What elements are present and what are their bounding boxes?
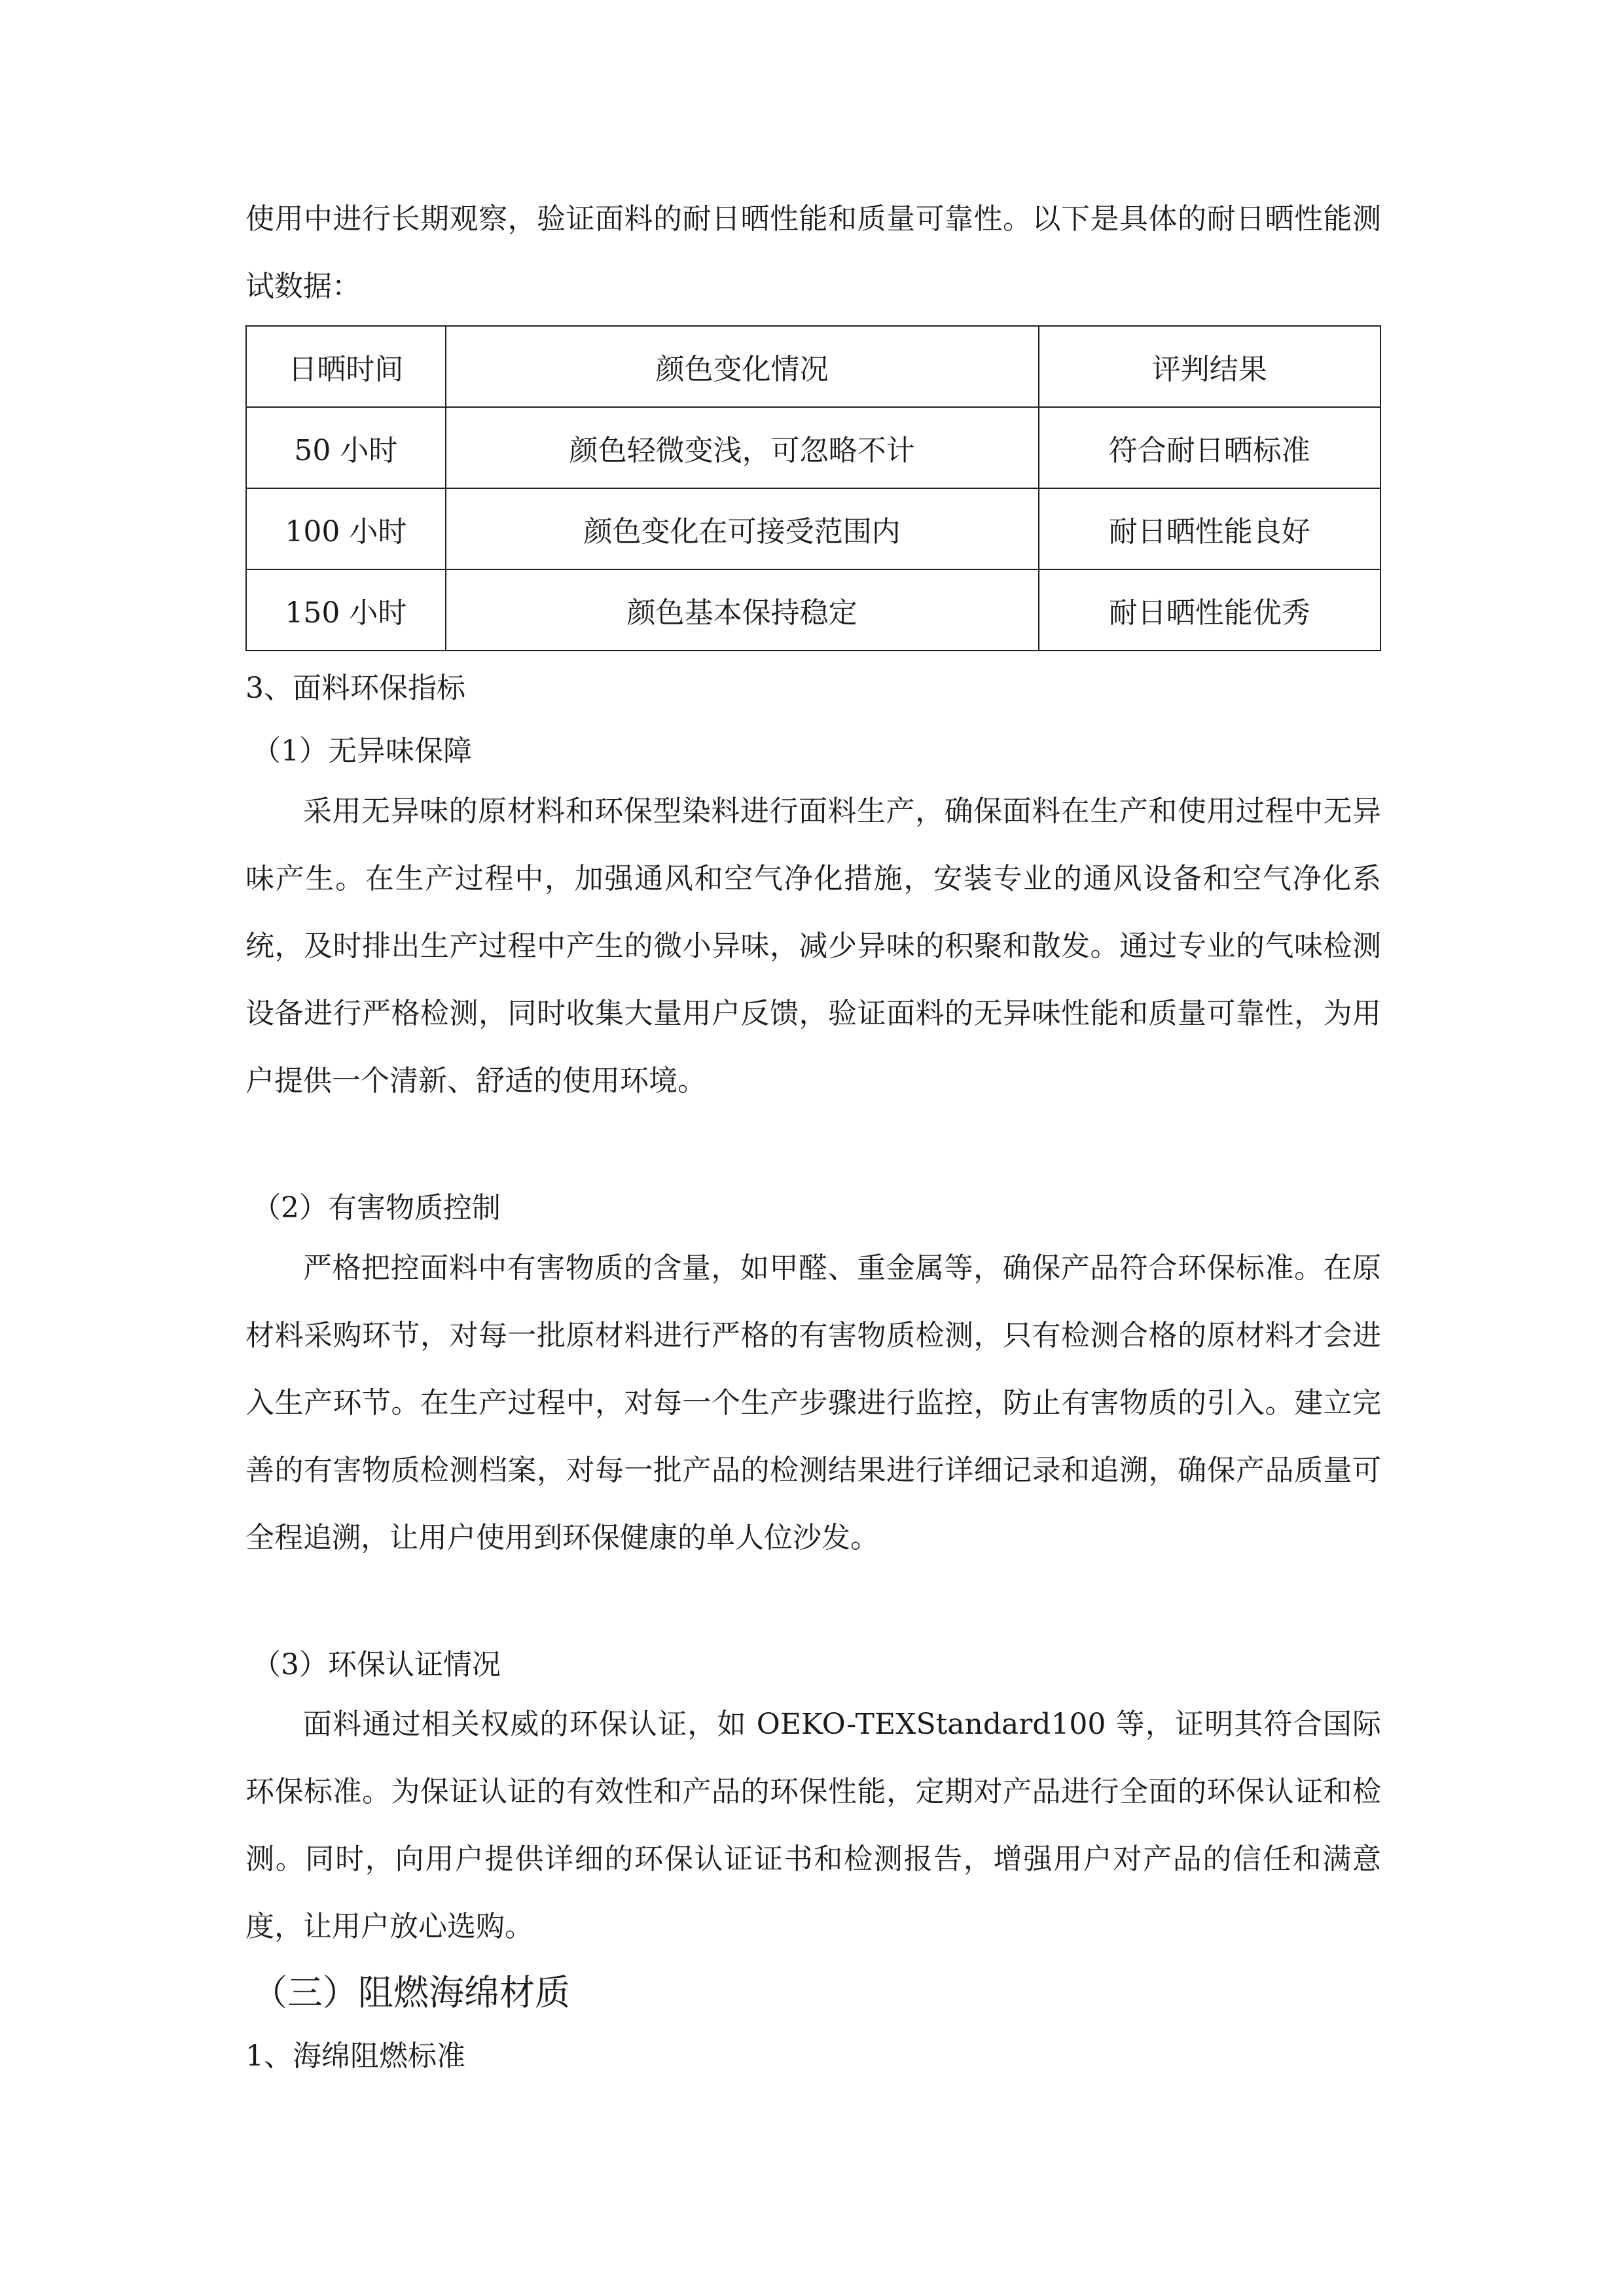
cell-result: 耐日晒性能优秀 bbox=[1039, 569, 1380, 651]
item1-title: 1、海绵阻燃标准 bbox=[245, 2039, 465, 2073]
cell-sun-time: 150 小时 bbox=[246, 569, 446, 651]
table-header-row bbox=[246, 326, 1380, 407]
header-result: 评判结果 bbox=[1039, 326, 1380, 407]
sub3-body: 面料通过相关权威的环保认证，如 OEKO-TEXStandard100 等，证明其符合国际环保标准。为保证认证的有效性和产品的环保性能，定期对产品进行全面的环保认证和检测。同时，向用户提供详细的环保认证证书和检测报告，增强用户对产品的信任和满意度，让用户放心选购。 bbox=[245, 1708, 1381, 1943]
sub1-title: （1）无异味保障 bbox=[252, 734, 472, 768]
section3-title: 3、面料环保指标 bbox=[245, 672, 465, 705]
sun-resistance-table bbox=[245, 325, 1381, 651]
cell-sun-time: 50 小时 bbox=[246, 407, 446, 488]
cell-color-change: 颜色基本保持稳定 bbox=[446, 569, 1039, 651]
cell-result: 符合耐日晒标准 bbox=[1039, 407, 1380, 488]
cell-color-change: 颜色变化在可接受范围内 bbox=[446, 488, 1039, 569]
table-row bbox=[246, 569, 1380, 651]
header-color-change: 颜色变化情况 bbox=[446, 326, 1039, 407]
part3-title: （三）阻燃海绵材质 bbox=[252, 1972, 570, 2013]
sub1-body: 采用无异味的原材料和环保型染料进行面料生产，确保面料在生产和使用过程中无异味产生。在生产过程中，加强通风和空气净化措施，安装专业的通风设备和空气净化系统，及时排出生产过程中产生的微小异味，减少异味的积聚和散发。通过专业的气味检测设备进行严格检测，同时收集大量用户反馈，验证面料的无异味性能和质量可靠性，为用户提供一个清新、舒适的使用环境。 bbox=[245, 795, 1381, 1098]
intro-paragraph: 使用中进行长期观察，验证面料的耐日晒性能和质量可靠性。以下是具体的耐日晒性能测试数据： bbox=[245, 202, 1381, 303]
table-row bbox=[246, 488, 1380, 569]
header-sun-time: 日晒时间 bbox=[246, 326, 446, 407]
cell-result: 耐日晒性能良好 bbox=[1039, 488, 1380, 569]
sub3-title: （3）环保认证情况 bbox=[252, 1648, 501, 1681]
sub2-body: 严格把控面料中有害物质的含量，如甲醛、重金属等，确保产品符合环保标准。在原材料采购环节，对每一批原材料进行严格的有害物质检测，只有检测合格的原材料才会进入生产环节。在生产过程中，对每一个生产步骤进行监控，防止有害物质的引入。建立完善的有害物质检测档案，对每一批产品的检测结果进行详细记录和追溯，确保产品质量可全程追溯，让用户使用到环保健康的单人位沙发。 bbox=[245, 1251, 1381, 1554]
cell-color-change: 颜色轻微变浅，可忽略不计 bbox=[446, 407, 1039, 488]
cell-sun-time: 100 小时 bbox=[246, 488, 446, 569]
sub2-title: （2）有害物质控制 bbox=[252, 1191, 501, 1225]
table-row bbox=[246, 407, 1380, 488]
